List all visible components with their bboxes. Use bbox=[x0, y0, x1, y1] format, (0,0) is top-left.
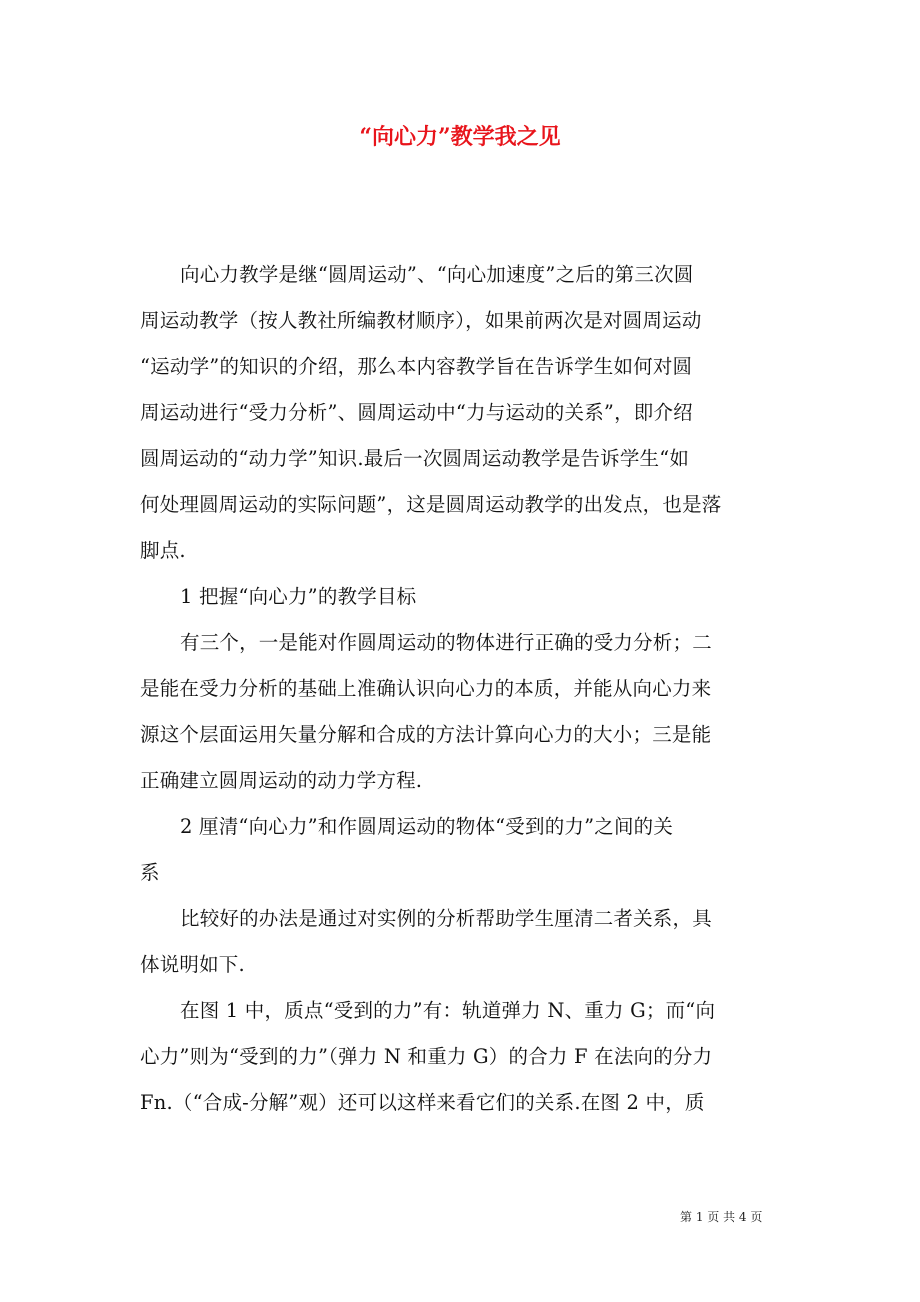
paragraph bbox=[140, 574, 790, 620]
text-line: 在图 1 中，质点“受到的力”有：轨道弹力 N、重力 G；而“向 bbox=[180, 999, 716, 1022]
text-line: 系 bbox=[140, 861, 160, 884]
text-line: 比较好的办法是通过对实例的分析帮助学生厘清二者关系，具 bbox=[180, 907, 712, 930]
text-line: 周运动进行“受力分析”、圆周运动中“力与运动的关系”，即介绍 bbox=[140, 401, 693, 424]
text-line: Fn.（“合成-分解”观）还可以这样来看它们的关系.在图 2 中，质 bbox=[140, 1091, 705, 1114]
text-line: 正确建立圆周运动的动力学方程. bbox=[140, 769, 423, 792]
text-line: 是能在受力分析的基础上准确认识向心力的本质，并能从向心力来 bbox=[140, 677, 712, 700]
text-line: 2 厘清“向心力”和作圆周运动的物体“受到的力”之间的关 bbox=[180, 815, 674, 838]
text-line: 1 把握“向心力”的教学目标 bbox=[180, 585, 417, 608]
page-number: 第 1 页 共 4 页 bbox=[680, 1210, 763, 1224]
text-line: 向心力教学是继“圆周运动”、“向心加速度”之后的第三次圆 bbox=[180, 263, 694, 286]
paragraph bbox=[140, 252, 790, 574]
paragraph bbox=[140, 620, 790, 804]
text-line: 圆周运动的“动力学”知识.最后一次圆周运动教学是告诉学生“如 bbox=[140, 447, 690, 470]
text-line: 脚点. bbox=[140, 539, 186, 562]
paragraph bbox=[140, 804, 790, 896]
paragraph bbox=[140, 988, 790, 1126]
text-line: 周运动教学（按人教社所编教材顺序），如果前两次是对圆周运动 bbox=[140, 309, 702, 332]
text-line: 源这个层面运用矢量分解和合成的方法计算向心力的大小；三是能 bbox=[140, 723, 712, 746]
text-line: 有三个，一是能对作圆周运动的物体进行正确的受力分析；二 bbox=[180, 631, 712, 654]
text-line: 何处理圆周运动的实际问题”，这是圆周运动教学的出发点，也是落 bbox=[140, 493, 722, 516]
document-title: “向心力”教学我之见 bbox=[359, 124, 561, 150]
text-line: 心力”则为“受到的力”（弹力 N 和重力 G）的合力 F 在法向的分力 bbox=[140, 1045, 713, 1068]
paragraph bbox=[140, 896, 790, 988]
document-body bbox=[140, 252, 790, 1126]
text-line: “运动学”的知识的介绍，那么本内容教学旨在告诉学生如何对圆 bbox=[140, 355, 693, 378]
text-line: 体说明如下. bbox=[140, 953, 245, 976]
